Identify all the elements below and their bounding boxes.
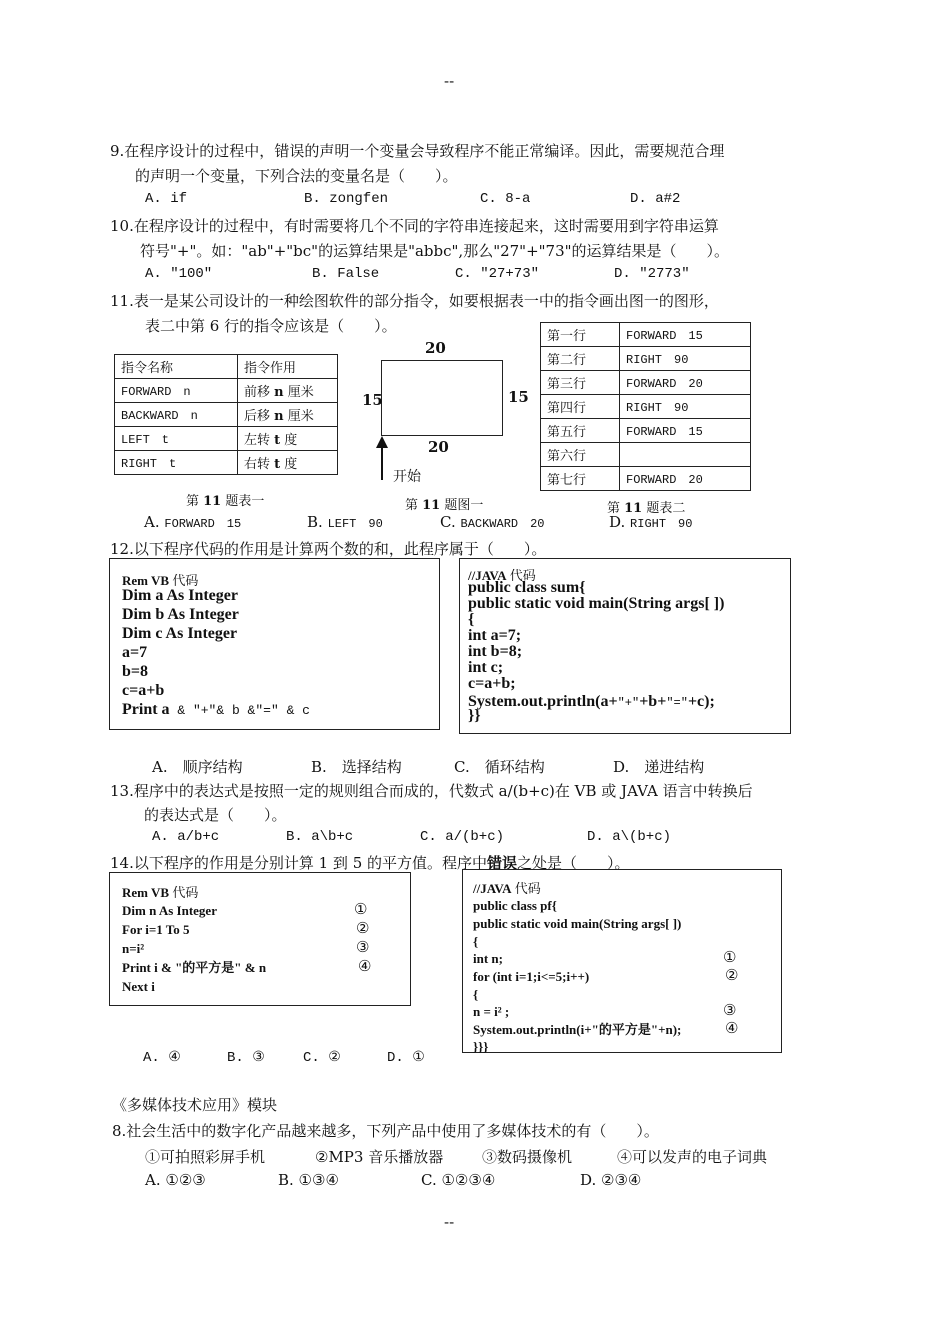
q10-line1: 10.在程序设计的过程中，有时需要将几个不同的字符串连接起来，这时需要用到字符串运算 xyxy=(110,217,719,235)
figure1-caption xyxy=(405,494,483,513)
comment-keyword: Rem VB xyxy=(122,885,170,900)
table-row xyxy=(541,347,751,371)
q10-line2: 符号"+"。如："ab"+"bc"的运算结果是"abbc",那么"27"+"73"的运算结果是（ ）。 xyxy=(140,242,730,260)
comment-keyword: Rem VB xyxy=(122,573,170,588)
q14-option-d: D. ① xyxy=(387,1050,425,1066)
java-code-line: System.out.println(i+"的平方是"+n); xyxy=(473,1022,682,1037)
table-cell: FORWARD 20 xyxy=(620,467,751,491)
caption-text: 第 xyxy=(607,501,625,516)
q8-option-b: B. ①③④ xyxy=(278,1171,339,1189)
line-marker: ② xyxy=(356,919,370,937)
table-header-row xyxy=(115,355,338,379)
vb-code-line: Next i xyxy=(122,979,155,994)
java-code-box-2 xyxy=(462,869,782,1053)
q11-line2: 表二中第 6 行的指令应该是（ ）。 xyxy=(145,317,397,335)
q12-option-c: C. 循环结构 xyxy=(454,758,545,776)
table-cell-empty xyxy=(620,443,751,467)
table-cell: LEFT t xyxy=(115,427,238,451)
table-cell: FORWARD 20 xyxy=(620,371,751,395)
caption-text: 第 xyxy=(186,494,204,509)
java-code-line: }} xyxy=(468,707,481,724)
caption-num: 11 xyxy=(422,498,441,513)
vb-code-line: c=a+b xyxy=(122,682,165,699)
table-cell xyxy=(238,403,338,427)
q12-option-b: B. 选择结构 xyxy=(311,758,402,776)
table-cell: RIGHT 90 xyxy=(620,395,751,419)
q9-line1: 9.在程序设计的过程中，错误的声明一个变量会导致程序不能正常编译。因此，需要规范合理 xyxy=(110,142,725,160)
line-marker: ① xyxy=(354,900,368,918)
command-table xyxy=(540,322,751,491)
caption-num: 11 xyxy=(624,501,643,516)
comment-text: 代码 xyxy=(511,881,541,896)
option-text: LEFT 90 xyxy=(327,517,383,531)
vb-code-box xyxy=(109,558,440,730)
option-text: BACKWARD 20 xyxy=(460,517,545,531)
option-letter: A. xyxy=(144,513,160,531)
line-marker: ④ xyxy=(725,1019,739,1037)
cell-text: 前移 xyxy=(244,385,275,400)
java-code-line: int c; xyxy=(468,659,504,676)
comment-text: 代码 xyxy=(169,885,199,900)
caption-text: 第 xyxy=(405,498,423,513)
vb-code-line: Dim c As Integer xyxy=(122,625,238,642)
java-code-line: { xyxy=(473,934,479,949)
java-code-line: public static void main(String args[ ]) xyxy=(473,916,682,931)
caption-num: 11 xyxy=(203,494,222,509)
q11-option-b xyxy=(307,513,383,531)
q10-option-c: C. "27+73" xyxy=(455,266,540,282)
java-code-line: int n; xyxy=(473,951,503,966)
cell-var: t xyxy=(274,433,281,448)
comment-keyword: //JAVA xyxy=(468,568,507,583)
figure-left-label: 15 xyxy=(362,391,383,409)
line-marker: ③ xyxy=(356,938,370,956)
table-row xyxy=(541,443,751,467)
table1-caption xyxy=(186,490,264,509)
table-cell: BACKWARD n xyxy=(115,403,238,427)
q11-option-d xyxy=(609,513,692,531)
cell-text: 右转 xyxy=(244,457,275,472)
cell-text: 度 xyxy=(280,457,298,472)
comment-keyword: //JAVA xyxy=(473,881,512,896)
q10-option-d: D. "2773" xyxy=(614,266,690,282)
table-cell: 第三行 xyxy=(541,371,620,395)
figure-start-label: 开始 xyxy=(393,469,421,485)
java-code-line: for (int i=1;i<=5;i++) xyxy=(473,969,590,984)
vb-code-line: Dim a As Integer xyxy=(122,587,238,604)
code-bold: +b+ xyxy=(639,693,667,710)
table-cell: FORWARD n xyxy=(115,379,238,403)
table-cell xyxy=(238,427,338,451)
q8-item-4: ④可以发声的电子词典 xyxy=(617,1148,768,1166)
table-cell: 第六行 xyxy=(541,443,620,467)
q10-option-a: A. "100" xyxy=(145,266,213,282)
q14-text: 之处是（ ）。 xyxy=(517,854,630,872)
figure-right-label: 15 xyxy=(508,388,529,406)
q13-line1: 13.程序中的表达式是按照一定的规则组合而成的，代数式 a/(b+c)在 VB 或 JAVA 语言中转换后 xyxy=(110,782,753,800)
java-comment xyxy=(473,878,541,897)
table-row xyxy=(541,323,751,347)
q14-option-b: B. ③ xyxy=(227,1050,265,1066)
q9-line2: 的声明一个变量，下列合法的变量名是（ ）。 xyxy=(135,167,458,185)
table-header-cell: 指令作用 xyxy=(238,355,338,379)
q8-line1: 8.社会生活中的数字化产品越来越多，下列产品中使用了多媒体技术的有（ ）。 xyxy=(112,1122,659,1140)
option-text: FORWARD 15 xyxy=(164,517,242,531)
q9-option-a: A. if xyxy=(145,191,188,207)
caption-text: 题表一 xyxy=(221,494,265,509)
table-cell: 第四行 xyxy=(541,395,620,419)
code-bold: System.out.println(a+ xyxy=(468,693,618,710)
cell-var: n xyxy=(274,409,284,424)
option-letter: C. xyxy=(440,513,456,531)
figure-bottom-label: 20 xyxy=(428,438,449,456)
q14-text: 14.以下程序的作用是分别计算 1 到 5 的平方值。程序中 xyxy=(110,854,488,872)
vb-comment xyxy=(122,882,198,901)
vb-code-line: n=i² xyxy=(122,941,145,956)
cell-text: 厘米 xyxy=(283,385,314,400)
footer-mark: -- xyxy=(444,1213,455,1231)
line-marker: ① xyxy=(723,948,737,966)
table-cell: 第五行 xyxy=(541,419,620,443)
line-marker: ② xyxy=(725,966,739,984)
vb-code-line: Print i & "的平方是" & n xyxy=(122,960,267,975)
table-header-cell: 指令名称 xyxy=(115,355,238,379)
code-bold: +c); xyxy=(687,693,715,710)
code-plain: "=" xyxy=(666,696,688,710)
table-cell: FORWARD 15 xyxy=(620,323,751,347)
cell-text: 左转 xyxy=(244,433,275,448)
line-marker: ③ xyxy=(723,1001,737,1019)
cell-text: 厘米 xyxy=(283,409,314,424)
q8-item-1: ①可拍照彩屏手机 xyxy=(145,1148,266,1166)
java-code-line: public static void main(String args[ ]) xyxy=(468,595,725,612)
java-code-line: int b=8; xyxy=(468,643,523,660)
cell-text: 后移 xyxy=(244,409,275,424)
table-cell: 第二行 xyxy=(541,347,620,371)
vb-code-line: a=7 xyxy=(122,644,148,661)
java-print-line xyxy=(468,692,715,711)
q13-option-c: C. a/(b+c) xyxy=(420,829,505,845)
code-bold: Print a xyxy=(122,701,170,718)
option-letter: B. xyxy=(307,513,323,531)
caption-text: 题图一 xyxy=(440,498,484,513)
caption-text: 题表二 xyxy=(642,501,686,516)
java-code-box xyxy=(459,558,791,734)
q8-item-3: ③数码摄像机 xyxy=(482,1148,573,1166)
q8-option-c: C. ①②③④ xyxy=(421,1171,496,1189)
java-code-line: public class sum{ xyxy=(468,579,586,596)
java-code-line: n = i² ; xyxy=(473,1004,510,1019)
vb-print-line xyxy=(122,700,310,719)
q13-line2: 的表达式是（ ）。 xyxy=(144,806,287,824)
q9-option-d: D. a#2 xyxy=(630,191,681,207)
code-plain: & "+"& b &"=" & c xyxy=(169,703,310,718)
q14-option-c: C. ② xyxy=(303,1050,341,1066)
table-row xyxy=(115,379,338,403)
table-cell: FORWARD 15 xyxy=(620,419,751,443)
cell-var: t xyxy=(274,457,281,472)
figure-rectangle xyxy=(381,360,503,436)
figure-top-label: 20 xyxy=(425,339,446,357)
table-cell: 第七行 xyxy=(541,467,620,491)
comment-text: 代码 xyxy=(506,568,536,583)
vb-code-line: Dim n As Integer xyxy=(122,903,217,918)
q8-option-d: D. ②③④ xyxy=(580,1171,642,1189)
q8-option-a: A. ①②③ xyxy=(145,1171,206,1189)
option-letter: D. xyxy=(609,513,626,531)
table-row xyxy=(541,467,751,491)
start-arrow-icon xyxy=(374,436,390,480)
q12-line1: 12.以下程序代码的作用是计算两个数的和，此程序属于（ ）。 xyxy=(110,540,547,558)
java-code-line: { xyxy=(473,987,479,1002)
table-cell: RIGHT 90 xyxy=(620,347,751,371)
java-code-line: public class pf{ xyxy=(473,898,557,913)
vb-code-box-2 xyxy=(109,872,411,1006)
q11-line1: 11.表一是某公司设计的一种绘图软件的部分指令，如要根据表一中的指令画出图一的图形， xyxy=(110,292,719,310)
vb-code-line: b=8 xyxy=(122,663,149,680)
table-cell: 第一行 xyxy=(541,323,620,347)
option-text: RIGHT 90 xyxy=(630,517,693,531)
table-cell xyxy=(238,451,338,475)
q14-option-a: A. ④ xyxy=(143,1050,181,1066)
q9-option-b: B. zongfen xyxy=(304,191,389,207)
q13-option-a: A. a/b+c xyxy=(152,829,220,845)
table-row xyxy=(115,451,338,475)
q9-option-c: C. 8-a xyxy=(480,191,531,207)
q12-option-d: D. 递进结构 xyxy=(613,758,705,776)
java-code-line: }}} xyxy=(473,1039,489,1054)
q13-option-d: D. a\(b+c) xyxy=(587,829,672,845)
q10-option-b: B. False xyxy=(312,266,380,282)
vb-code-line: For i=1 To 5 xyxy=(122,922,190,937)
table-row xyxy=(115,427,338,451)
table-row xyxy=(541,371,751,395)
java-code-line: c=a+b; xyxy=(468,675,516,692)
instruction-table xyxy=(114,354,338,475)
cell-text: 度 xyxy=(280,433,298,448)
q8-item-2: ②MP3 音乐播放器 xyxy=(315,1148,444,1166)
table-row xyxy=(541,395,751,419)
vb-code-line: Dim b As Integer xyxy=(122,606,239,623)
comment-text: 代码 xyxy=(169,573,199,588)
section-title: 《多媒体技术应用》模块 xyxy=(112,1096,278,1114)
java-code-line: { xyxy=(468,611,475,628)
q11-option-a xyxy=(144,513,241,531)
table-cell xyxy=(238,379,338,403)
header-mark: -- xyxy=(444,72,455,90)
q14-emphasis: 错误 xyxy=(487,854,518,872)
table-row xyxy=(541,419,751,443)
code-plain: "+" xyxy=(617,696,640,710)
q13-option-b: B. a\b+c xyxy=(286,829,354,845)
table-cell: RIGHT t xyxy=(115,451,238,475)
java-code-line: int a=7; xyxy=(468,627,522,644)
line-marker: ④ xyxy=(358,957,372,975)
cell-var: n xyxy=(274,385,284,400)
q12-option-a: A. 顺序结构 xyxy=(152,758,243,776)
q11-option-c xyxy=(440,513,545,531)
table-row xyxy=(115,403,338,427)
